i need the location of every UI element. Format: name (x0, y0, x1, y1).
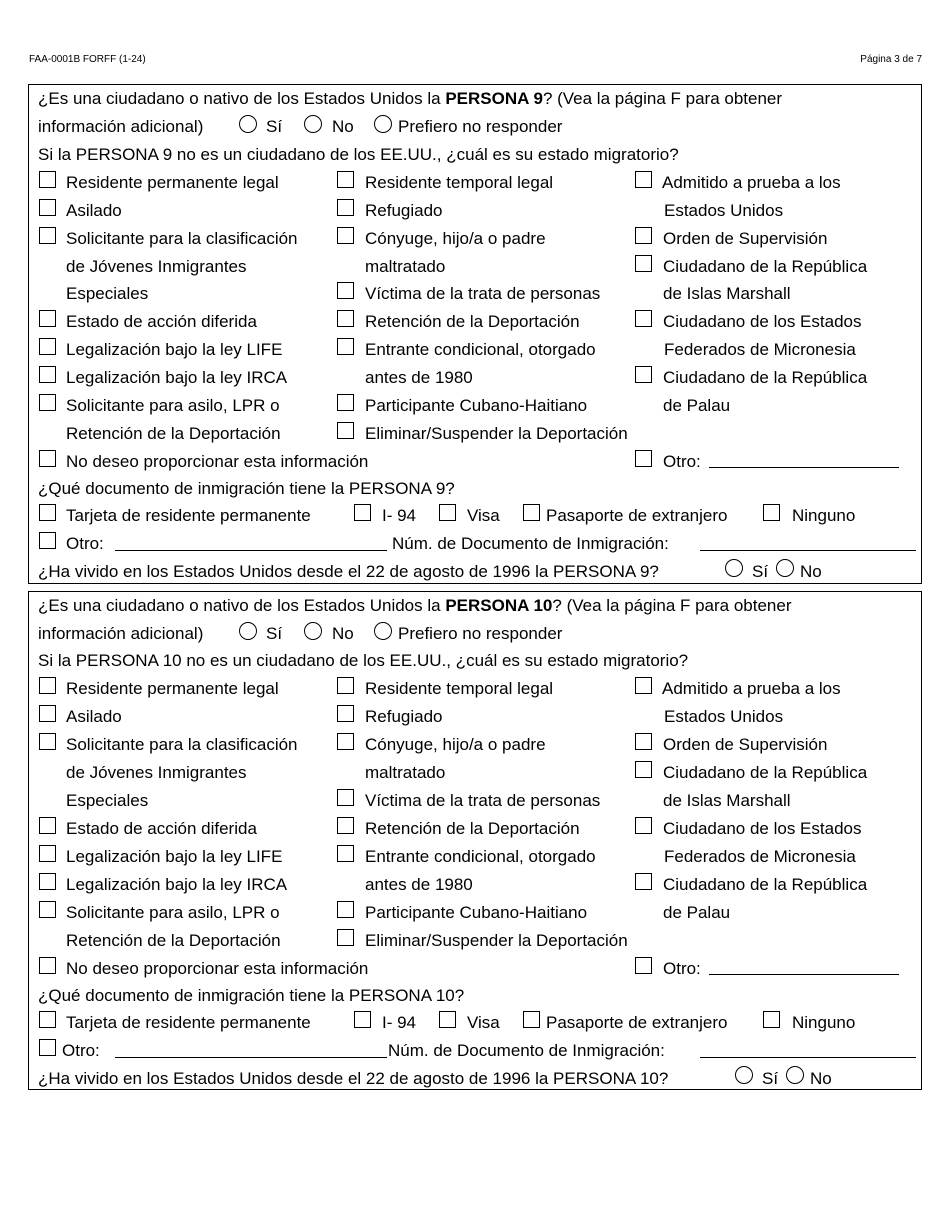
status-palau-label-2: de Palau (663, 903, 731, 922)
citizen-yes-label: Sí (266, 624, 283, 643)
status-lpr-label: Residente permanente legal (66, 679, 279, 698)
status-cancel-checkbox[interactable] (337, 422, 354, 439)
citizen-question-line2: información adicional) (38, 624, 204, 643)
status-asylee-label: Asilado (66, 707, 122, 726)
doc-green-card-checkbox[interactable] (39, 504, 56, 521)
doc-other-label: Otro: (66, 534, 104, 553)
status-applicant-checkbox[interactable] (39, 394, 56, 411)
citizen-question: ¿Es una ciudadano o nativo de los Estados Unidos la PERSONA 10? (Vea la página F para obtener (38, 596, 792, 615)
lived-yes-label: Sí (762, 1069, 779, 1088)
doc-green-card-label: Tarjeta de residente permanente (66, 506, 311, 525)
status-battered-label-2: maltratado (365, 763, 446, 782)
status-no-info-checkbox[interactable] (39, 450, 56, 467)
person-label: PERSONA 9 (445, 89, 543, 108)
document-question: ¿Qué documento de inmigración tiene la PERSONA 10? (38, 986, 465, 1005)
status-parole-label-2: Estados Unidos (664, 707, 784, 726)
status-palau-checkbox[interactable] (635, 366, 652, 383)
status-parole-label-2: Estados Unidos (664, 201, 784, 220)
status-asylee-label: Asilado (66, 201, 122, 220)
doc-passport-label: Pasaporte de extranjero (546, 1013, 728, 1032)
status-temp-checkbox[interactable] (337, 171, 354, 188)
doc-i94-checkbox[interactable] (354, 504, 371, 521)
status-sij-label-2: de Jóvenes Inmigrantes (66, 763, 247, 782)
status-sij-label-3: Especiales (66, 791, 149, 810)
doc-visa-label: Visa (467, 1013, 500, 1032)
status-micronesia-label: Ciudadano de los Estados (663, 312, 862, 331)
status-deferred-checkbox[interactable] (39, 310, 56, 327)
status-palau-label: Ciudadano de la República (663, 368, 868, 387)
status-other-label: Otro: (663, 959, 701, 978)
status-other-input[interactable] (709, 974, 899, 975)
status-parole-checkbox[interactable] (635, 171, 652, 188)
doc-none-checkbox[interactable] (763, 1011, 780, 1028)
status-conditional-checkbox[interactable] (337, 845, 354, 862)
status-conditional-label-2: antes de 1980 (365, 368, 473, 387)
citizen-question: ¿Es una ciudadano o nativo de los Estados Unidos la PERSONA 9? (Vea la página F para obtener (38, 89, 783, 108)
lived-question: ¿Ha vivido en los Estados Unidos desde el 22 de agosto de 1996 la PERSONA 9? (38, 562, 659, 581)
lived-yes-radio[interactable] (725, 559, 743, 577)
citizen-no-label: No (332, 117, 354, 136)
status-irca-label: Legalización bajo la ley IRCA (66, 875, 288, 894)
doc-number-input[interactable] (700, 550, 916, 551)
status-life-checkbox[interactable] (39, 338, 56, 355)
status-applicant-label: Solicitante para asilo, LPR o (66, 903, 280, 922)
doc-visa-label: Visa (467, 506, 500, 525)
doc-passport-checkbox[interactable] (523, 1011, 540, 1028)
status-palau-label-2: de Palau (663, 396, 731, 415)
citizen-yes-label: Sí (266, 117, 283, 136)
citizen-question-line2: información adicional) (38, 117, 204, 136)
person-10-section (28, 591, 922, 1090)
status-no-info-label: No deseo proporcionar esta información (66, 452, 369, 471)
doc-passport-checkbox[interactable] (523, 504, 540, 521)
status-battered-checkbox[interactable] (337, 733, 354, 750)
status-conditional-checkbox[interactable] (337, 338, 354, 355)
status-irca-label: Legalización bajo la ley IRCA (66, 368, 288, 387)
status-palau-label: Ciudadano de la República (663, 875, 868, 894)
document-question: ¿Qué documento de inmigración tiene la PERSONA 9? (38, 479, 455, 498)
citizen-prefer-not-label: Prefiero no responder (398, 624, 563, 643)
doc-number-label: Núm. de Documento de Inmigración: (388, 1041, 665, 1060)
status-conditional-label-2: antes de 1980 (365, 875, 473, 894)
status-cuban-label: Participante Cubano-Haitiano (365, 396, 588, 415)
doc-i94-label: I- 94 (382, 1013, 417, 1032)
doc-other-checkbox[interactable] (39, 1039, 56, 1056)
status-lpr-label: Residente permanente legal (66, 173, 279, 192)
status-temp-label: Residente temporal legal (365, 173, 554, 192)
status-cancel-checkbox[interactable] (337, 929, 354, 946)
status-supervision-checkbox[interactable] (635, 733, 652, 750)
person-9-section (28, 84, 922, 584)
lived-question: ¿Ha vivido en los Estados Unidos desde el 22 de agosto de 1996 la PERSONA 10? (38, 1069, 669, 1088)
status-asylee-checkbox[interactable] (39, 705, 56, 722)
status-refugee-label: Refugiado (365, 201, 443, 220)
doc-number-input[interactable] (700, 1057, 916, 1058)
status-deferred-checkbox[interactable] (39, 817, 56, 834)
doc-other-checkbox[interactable] (39, 532, 56, 549)
doc-visa-checkbox[interactable] (439, 1011, 456, 1028)
status-life-label: Legalización bajo la ley LIFE (66, 340, 283, 359)
citizen-yes-radio[interactable] (239, 115, 257, 133)
status-trafficking-checkbox[interactable] (337, 282, 354, 299)
status-withholding-checkbox[interactable] (337, 310, 354, 327)
doc-visa-checkbox[interactable] (439, 504, 456, 521)
status-parole-label: Admitido a prueba a los (662, 679, 841, 698)
status-micronesia-checkbox[interactable] (635, 310, 652, 327)
status-asylee-checkbox[interactable] (39, 199, 56, 216)
status-supervision-label: Orden de Supervisión (663, 735, 828, 754)
status-applicant-label-2: Retención de la Deportación (66, 424, 281, 443)
lived-no-radio[interactable] (776, 559, 794, 577)
status-supervision-label: Orden de Supervisión (663, 229, 828, 248)
status-marshall-label-2: de Islas Marshall (663, 284, 791, 303)
status-sij-label: Solicitante para la clasificación (66, 735, 298, 754)
doc-green-card-label: Tarjeta de residente permanente (66, 1013, 311, 1032)
status-no-info-checkbox[interactable] (39, 957, 56, 974)
status-lpr-checkbox[interactable] (39, 171, 56, 188)
citizen-yes-radio[interactable] (239, 622, 257, 640)
doc-none-label: Ninguno (792, 1013, 856, 1032)
lived-no-label: No (810, 1069, 832, 1088)
status-deferred-label: Estado de acción diferida (66, 819, 257, 838)
status-irca-checkbox[interactable] (39, 366, 56, 383)
doc-passport-label: Pasaporte de extranjero (546, 506, 728, 525)
status-trafficking-checkbox[interactable] (337, 789, 354, 806)
doc-number-label: Núm. de Documento de Inmigración: (392, 534, 669, 553)
status-micronesia-label-2: Federados de Micronesia (664, 340, 856, 359)
status-supervision-checkbox[interactable] (635, 227, 652, 244)
status-life-checkbox[interactable] (39, 845, 56, 862)
status-temp-label: Residente temporal legal (365, 679, 554, 698)
status-question: Si la PERSONA 10 no es un ciudadano de los EE.UU., ¿cuál es su estado migratorio? (38, 651, 689, 670)
lived-yes-label: Sí (752, 562, 769, 581)
doc-green-card-checkbox[interactable] (39, 1011, 56, 1028)
status-marshall-checkbox[interactable] (635, 255, 652, 272)
person-label: PERSONA 10 (445, 596, 553, 615)
status-question: Si la PERSONA 9 no es un ciudadano de los EE.UU., ¿cuál es su estado migratorio? (38, 145, 679, 164)
lived-no-radio[interactable] (786, 1066, 804, 1084)
status-marshall-label-2: de Islas Marshall (663, 791, 791, 810)
status-conditional-label: Entrante condicional, otorgado (365, 340, 596, 359)
status-battered-label: Cónyuge, hijo/a o padre (365, 229, 546, 248)
status-refugee-label: Refugiado (365, 707, 443, 726)
status-sij-label: Solicitante para la clasificación (66, 229, 298, 248)
status-parole-checkbox[interactable] (635, 677, 652, 694)
doc-other-input[interactable] (115, 550, 387, 551)
citizen-no-label: No (332, 624, 354, 643)
status-cancel-label: Eliminar/Suspender la Deportación (365, 424, 628, 443)
status-trafficking-label: Víctima de la trata de personas (365, 284, 601, 303)
doc-none-label: Ninguno (792, 506, 856, 525)
status-micronesia-checkbox[interactable] (635, 817, 652, 834)
status-battered-label: Cónyuge, hijo/a o padre (365, 735, 546, 754)
citizen-prefer-not-label: Prefiero no responder (398, 117, 563, 136)
citizen-prefer-not-radio[interactable] (374, 622, 392, 640)
status-palau-checkbox[interactable] (635, 873, 652, 890)
status-cancel-label: Eliminar/Suspender la Deportación (365, 931, 628, 950)
status-irca-checkbox[interactable] (39, 873, 56, 890)
lived-yes-radio[interactable] (735, 1066, 753, 1084)
status-marshall-checkbox[interactable] (635, 761, 652, 778)
status-other-checkbox[interactable] (635, 450, 652, 467)
status-cuban-checkbox[interactable] (337, 394, 354, 411)
status-life-label: Legalización bajo la ley LIFE (66, 847, 283, 866)
status-withholding-checkbox[interactable] (337, 817, 354, 834)
status-other-label: Otro: (663, 452, 701, 471)
doc-i94-checkbox[interactable] (354, 1011, 371, 1028)
status-refugee-checkbox[interactable] (337, 199, 354, 216)
status-applicant-label-2: Retención de la Deportación (66, 931, 281, 950)
status-marshall-label: Ciudadano de la República (663, 763, 868, 782)
status-marshall-label: Ciudadano de la República (663, 257, 868, 276)
status-no-info-label: No deseo proporcionar esta información (66, 959, 369, 978)
page-number: Página 3 de 7 (860, 54, 922, 65)
citizen-no-radio[interactable] (304, 115, 322, 133)
doc-other-label: Otro: (62, 1041, 100, 1060)
status-sij-checkbox[interactable] (39, 733, 56, 750)
doc-none-checkbox[interactable] (763, 504, 780, 521)
status-sij-checkbox[interactable] (39, 227, 56, 244)
citizen-no-radio[interactable] (304, 622, 322, 640)
status-sij-label-3: Especiales (66, 284, 149, 303)
status-cuban-label: Participante Cubano-Haitiano (365, 903, 588, 922)
status-refugee-checkbox[interactable] (337, 705, 354, 722)
status-withholding-label: Retención de la Deportación (365, 819, 580, 838)
doc-i94-label: I- 94 (382, 506, 417, 525)
status-cuban-checkbox[interactable] (337, 901, 354, 918)
form-id: FAA-0001B FORFF (1-24) (29, 54, 146, 65)
status-trafficking-label: Víctima de la trata de personas (365, 791, 601, 810)
status-temp-checkbox[interactable] (337, 677, 354, 694)
status-applicant-label: Solicitante para asilo, LPR o (66, 396, 280, 415)
status-lpr-checkbox[interactable] (39, 677, 56, 694)
status-parole-label: Admitido a prueba a los (662, 173, 841, 192)
status-other-checkbox[interactable] (635, 957, 652, 974)
status-conditional-label: Entrante condicional, otorgado (365, 847, 596, 866)
status-micronesia-label-2: Federados de Micronesia (664, 847, 856, 866)
status-applicant-checkbox[interactable] (39, 901, 56, 918)
status-battered-checkbox[interactable] (337, 227, 354, 244)
status-other-input[interactable] (709, 467, 899, 468)
lived-no-label: No (800, 562, 822, 581)
status-battered-label-2: maltratado (365, 257, 446, 276)
status-deferred-label: Estado de acción diferida (66, 312, 257, 331)
citizen-prefer-not-radio[interactable] (374, 115, 392, 133)
status-sij-label-2: de Jóvenes Inmigrantes (66, 257, 247, 276)
doc-other-input[interactable] (115, 1057, 387, 1058)
status-micronesia-label: Ciudadano de los Estados (663, 819, 862, 838)
status-withholding-label: Retención de la Deportación (365, 312, 580, 331)
